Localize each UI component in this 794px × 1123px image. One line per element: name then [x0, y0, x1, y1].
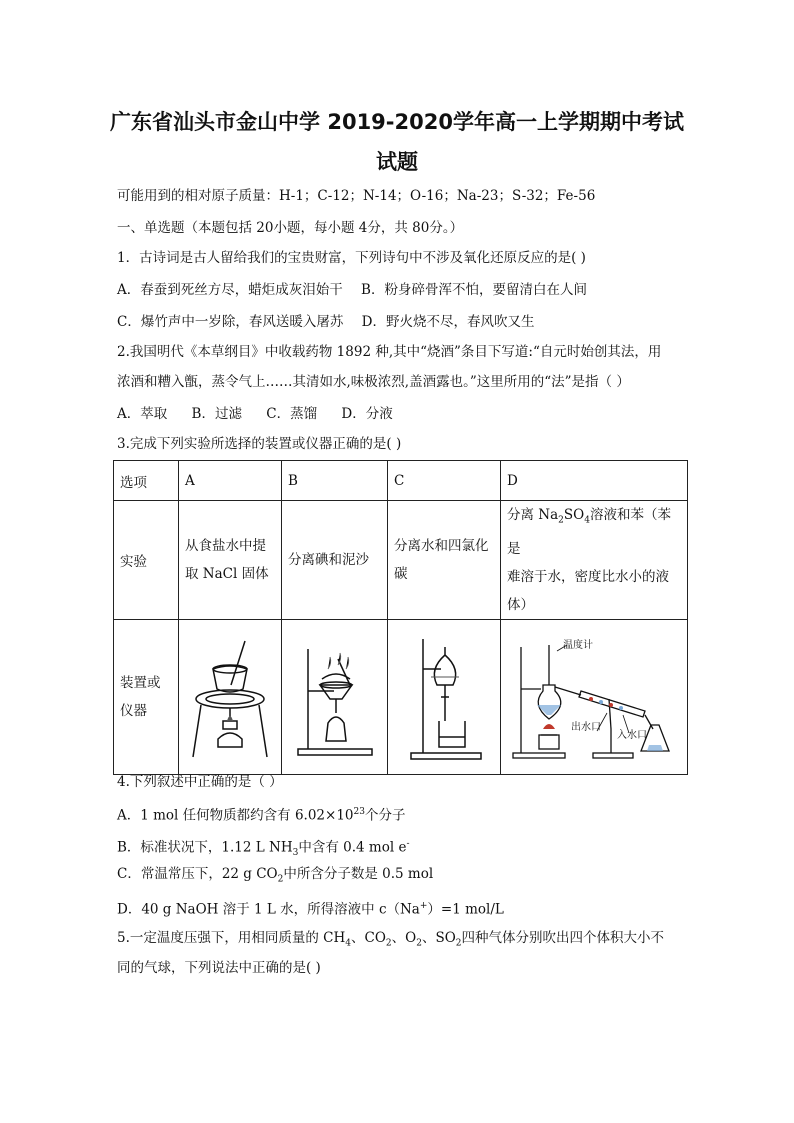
- q5-sub4: 2: [455, 938, 462, 949]
- q3-exp-a-line2: 取 NaCl 固体: [185, 565, 269, 582]
- q3-apparatus-c: [388, 619, 501, 774]
- q5-stem-line2: 同的气球，下列说法中正确的是( ): [117, 960, 321, 976]
- q2-options: [117, 404, 407, 424]
- q2-stem-line1: 2.我国明代《本草纲目》中收载药物 1892 种,其中“烧酒”条目下写道:“自元时始创其法，用: [117, 344, 662, 360]
- q4-c-text: C．常温常压下，22 g CO: [117, 866, 278, 882]
- q2-option-b: B．过滤: [191, 406, 242, 422]
- q5-stem-line1: [117, 928, 664, 954]
- q3-header-row: [114, 461, 688, 501]
- q4-option-b: [117, 834, 410, 863]
- q4-c-sub: 2: [277, 874, 284, 885]
- q5-text-a: 、CO: [351, 930, 386, 946]
- q3-exp-c-line1: 分离水和四氯化: [394, 537, 489, 554]
- q5-text-b: 、O: [391, 930, 417, 946]
- section1-header: 一、单选题（本题包括 20小题，每小题 4分，共 80分。）: [117, 220, 464, 236]
- page-title-line1: 广东省汕头市金山中学 2019-2020学年高一上学期期中考试: [110, 110, 684, 134]
- q5-text-post: 四种气体分别吹出四个体积大小不: [461, 930, 665, 946]
- q3-exp-b-line1: 分离碘和泥沙: [288, 551, 369, 568]
- q4-a-sup: 23: [353, 807, 365, 817]
- q3-header-b: B: [282, 461, 388, 501]
- q2-stem-line2: 浓酒和糟入甑，蒸令气上……其清如水,味极浓烈,盖酒露也。”这里所用的“法”是指（ ）: [117, 374, 630, 390]
- q4-a-text: A．1 mol 任何物质都约含有 6.02×10: [117, 807, 354, 824]
- q3-experiment-a: [179, 501, 282, 620]
- q3-experiment-c: [388, 501, 501, 620]
- q3-apparatus-row: [114, 619, 688, 774]
- q3-header-d: D: [501, 461, 688, 501]
- q4-a-post: 个分子: [364, 807, 406, 824]
- q5-text-c: 、SO: [421, 930, 456, 946]
- distillation-apparatus-icon: [511, 629, 677, 765]
- q4-d-post: ）=1 mol/L: [427, 901, 504, 918]
- q3-experiment-label: 实验: [114, 501, 179, 620]
- q3-table: [113, 460, 688, 775]
- q4-b-text: B．标准状况下，1.12 L NH: [117, 839, 293, 856]
- q1-option-d: D．野火烧不尽，春风吹又生: [361, 314, 535, 330]
- q4-option-c: [117, 864, 433, 890]
- q3-exp-d-sub2: 4: [584, 515, 590, 526]
- q3-exp-d-line3: 体）: [507, 596, 534, 613]
- q3-header-c: C: [388, 461, 501, 501]
- q5-sub2: 2: [385, 938, 392, 949]
- q3-exp-d-line2: 难溶于水，密度比水小的液: [507, 568, 669, 585]
- water-inlet-label: 入水口: [617, 729, 647, 741]
- separatory-funnel-apparatus-icon: [401, 629, 487, 765]
- q1-option-a: A．春蚕到死丝方尽，蜡炬成灰泪始干: [117, 282, 343, 298]
- q4-stem: 4.下列叙述中正确的是（ ）: [117, 774, 283, 790]
- q4-option-d: [117, 896, 504, 920]
- q3-experiment-d: [501, 501, 688, 620]
- q3-apparatus-label-2: 仪器: [120, 702, 147, 719]
- q3-exp-d-suffix: 溶液和苯（苯是: [507, 507, 671, 557]
- q3-apparatus-label: [114, 619, 179, 774]
- sublimation-apparatus-icon: [292, 629, 378, 765]
- q3-exp-d-line1: [507, 501, 681, 563]
- page-title-line2: 试题: [376, 150, 418, 174]
- q3-exp-c-line2: 碳: [394, 565, 408, 582]
- q1-option-c: C．爆竹声中一岁除，春风送暖入屠苏: [117, 314, 344, 330]
- q3-apparatus-a: [179, 619, 282, 774]
- q4-d-sup: +: [419, 901, 428, 911]
- q3-apparatus-label-1: 装置或: [120, 674, 161, 691]
- q2-option-d: D．分液: [341, 406, 393, 422]
- q1-options-row2: [117, 312, 548, 332]
- q3-apparatus-d: [501, 619, 688, 774]
- q1-stem: 1．古诗词是古人留给我们的宝贵财富，下列诗句中不涉及氧化还原反应的是( ): [117, 250, 586, 266]
- q1-option-b: B．粉身碎骨浑不怕，要留清白在人间: [361, 282, 587, 298]
- q4-c-post: 中所含分子数是 0.5 mol: [283, 866, 434, 882]
- q3-stem: 3.完成下列实验所选择的装置或仪器正确的是( ): [117, 436, 402, 452]
- q3-experiment-b: [282, 501, 388, 620]
- q1-options-row1: [117, 280, 601, 300]
- q4-b-sup: -: [406, 839, 410, 849]
- q4-d-text: D．40 g NaOH 溶于 1 L 水，所得溶液中 c（Na: [117, 901, 420, 918]
- q2-option-a: A．萃取: [117, 406, 168, 422]
- q2-option-c: C．蒸馏: [266, 406, 318, 422]
- q4-b-sub: 3: [292, 848, 299, 859]
- thermometer-label: 温度计: [563, 639, 593, 651]
- q3-exp-d-sub1: 2: [558, 515, 564, 526]
- evaporating-dish-apparatus-icon: [187, 629, 273, 765]
- q4-b-post: 中含有 0.4 mol e: [298, 839, 407, 856]
- q3-header-a: A: [179, 461, 282, 501]
- q5-text-pre: 5.一定温度压强下，用相同质量的 CH: [117, 930, 346, 946]
- atomic-masses: 可能用到的相对原子质量：H-1；C-12；N-14；O-16；Na-23；S-32；Fe-56: [117, 188, 596, 204]
- water-outlet-label: 出水口: [571, 721, 601, 733]
- q5-sub3: 2: [416, 938, 422, 949]
- q4-option-a: [117, 802, 405, 826]
- q3-header-option: 选项: [114, 461, 179, 501]
- q3-exp-d-prefix: 分离 Na: [507, 507, 559, 523]
- q3-experiment-row: [114, 501, 688, 620]
- q3-exp-a-line1: 从食盐水中提: [185, 537, 266, 554]
- q3-apparatus-b: [282, 619, 388, 774]
- q3-exp-d-mid: SO: [563, 507, 585, 523]
- q5-sub1: 4: [345, 938, 352, 949]
